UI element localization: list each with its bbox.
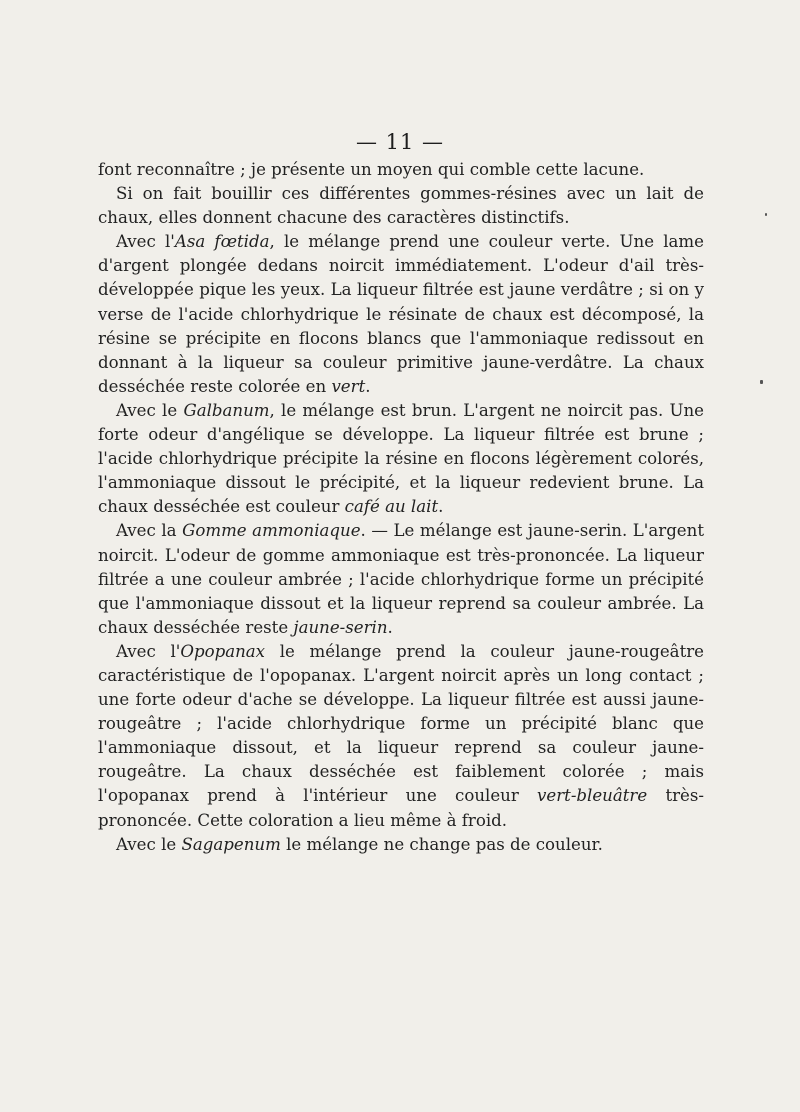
- text-run: très-prononcée. Cette coloration a lieu même à froid.: [98, 786, 704, 830]
- text-run: . — Le mélange est jaune-serin. L'argent noircit. L'odeur de gomme ammoniaque est très-prononcée. La liqueur filtrée a une couleur ambrée ; l'acide chlorhydrique forme un précipité que l'ammoniaque dissout et la liqueur reprend sa couleur ambrée. La chaux desséchée reste: [98, 521, 704, 637]
- text-run: .: [365, 376, 371, 396]
- text-run: .: [387, 617, 393, 637]
- ink-speck: [765, 213, 767, 216]
- text-run: le mélange prend la couleur jaune-rougeâtre caractéristique de l'opopanax. L'argent noircit après un long contact ; une forte odeur d'ache se développe. La liqueur filtrée est aussi jaune-rougeâtre ; l'acide chlorhydrique forme un précipité blanc que l'ammoniaque dissout, et la liqueur reprend sa couleur jaune-rougeâtre. La chaux desséchée est faiblement colorée ; mais l'opopanax prend à l'intérieur une couleur: [98, 641, 704, 806]
- text-run: , le mélange prend une couleur verte. Une lame d'argent plongée dedans noircit immédiatement. L'odeur d'ail très-développée pique les yeux. La liqueur filtrée est jaune verdâtre ; si on y verse de l'acide chlorhydrique le résinate de chaux est décomposé, la résine se précipite en flocons blancs que l'ammoniaque redissout en donnant à la liqueur sa couleur primitive jaune-verdâtre. La chaux desséchée reste colorée en: [98, 232, 704, 396]
- paragraph: [98, 833, 704, 857]
- italic-term: Gomme ammoniaque: [182, 521, 361, 541]
- paragraph: [98, 230, 704, 399]
- text-run: Avec le: [116, 400, 184, 420]
- italic-term: Galbanum: [183, 400, 270, 420]
- paragraph: [98, 640, 704, 833]
- page-number: — 11 —: [355, 130, 445, 154]
- italic-term: vert: [331, 376, 366, 396]
- text-run: Avec l': [116, 232, 175, 252]
- italic-term: café au lait: [344, 497, 439, 517]
- text-run: .: [438, 497, 444, 517]
- text-run: , le mélange est brun. L'argent ne noircit pas. Une forte odeur d'angélique se développe. La liqueur filtrée est brune ; l'acide chlorhydrique précipite la résine en flocons légèrement colorés, l'ammoniaque dissout le précipité, et la liqueur redevient brune. La chaux desséchée est couleur: [98, 400, 704, 517]
- text-run: Avec le: [116, 834, 182, 854]
- text-run: le mélange ne change pas de couleur.: [280, 834, 603, 854]
- italic-term: Opopanax: [180, 641, 266, 661]
- italic-term: vert-bleuâtre: [537, 786, 648, 806]
- text-run: Avec l': [116, 641, 181, 661]
- italic-term: jaune-serin: [293, 617, 388, 637]
- text-run: Si on fait bouillir ces différentes gommes-résines avec un lait de chaux, elles donnent chacune des caractères distinctifs.: [98, 184, 704, 228]
- paragraph: [98, 399, 704, 519]
- italic-term: Sagapenum: [181, 834, 281, 854]
- text-run: font reconnaître ; je présente un moyen qui comble cette lacune.: [98, 160, 645, 179]
- text-run: Avec la: [116, 521, 183, 541]
- paragraph: [98, 182, 704, 230]
- body-text: [98, 158, 704, 857]
- ink-speck: [760, 380, 763, 384]
- italic-term: Asa fœtida: [174, 232, 270, 252]
- paragraph: [98, 158, 704, 182]
- paragraph: [98, 519, 704, 639]
